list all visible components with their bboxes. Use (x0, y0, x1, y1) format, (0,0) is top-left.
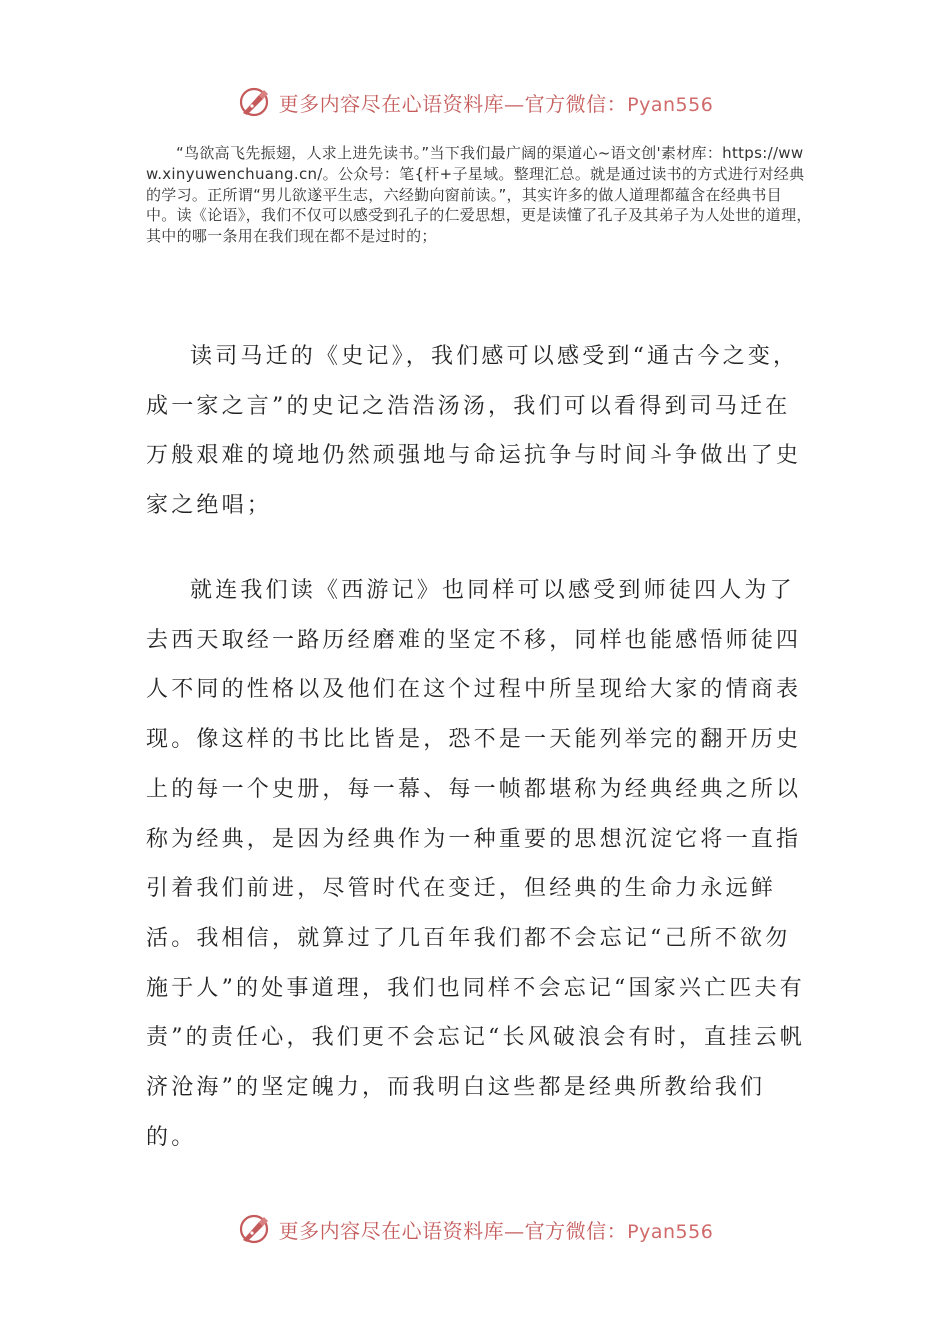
watermark-text (279, 1215, 714, 1244)
watermark-dash: — (504, 1218, 525, 1243)
watermark-wechat-label: 官方微信： (524, 91, 628, 116)
watermark-wechat-id: Pyan556 (627, 1220, 714, 1243)
watermark-dash: — (504, 91, 525, 116)
footer-watermark (0, 1209, 950, 1249)
pen-nib-icon (237, 1212, 271, 1246)
watermark-wechat-id: Pyan556 (627, 93, 714, 116)
body-paragraph-shiji: 读司马迁的《史记》，我们感可以感受到“通古今之变，成一家之言”的史记之浩浩汤汤，我们可以看得到司马迁在万般艰难的境地仍然顽强地与命运抗争与时间斗争做出了史家之绝唱； (146, 344, 802, 519)
watermark-text (279, 88, 714, 117)
watermark-main-text: 更多内容尽在心语资料库 (278, 91, 505, 116)
watermark-main-text: 更多内容尽在心语资料库 (278, 1218, 505, 1243)
pen-nib-icon (237, 85, 271, 119)
body-paragraph-xiyouji: 就连我们读《西游记》也同样可以感受到师徒四人为了去西天取经一路历经磨难的坚定不移，同样也能感悟师徒四人不同的性格以及他们在这个过程中所呈现给大家的情商表现。像这样的书比比皆是，恐不是一天能列举完的翻开历史上的每一个史册，每一幕、每一帧都堪称为经典经典之所以称为经典，是因为经典作为一种重要的思想沉淀它将一直指引着我们前进，尽管时代在变迁，但经典的生命力永远鲜活。我相信，就算过了几百年我们都不会忘记“己所不欲勿施于人”的处事道理，我们也同样不会忘记“国家兴亡匹夫有责”的责任心，我们更不会忘记“长风破浪会有时，直挂云帆济沧海”的坚定魄力，而我明白这些都是经典所教给我们的。 (146, 578, 805, 1150)
intro-paragraph: “鸟欲高飞先振翅，人求上进先读书。”当下我们最广阔的渠道心~语文创'素材库：https://www.xinyuwenchuang.cn/。公众号：笔{杆+子星域。整理汇总。就是通过读书的方式进行对经典的学习。正所谓“男儿欲遂平生志，六经勤向窗前读。”，其实许多的做人道理都蕴含在经典书目中。读《论语》，我们不仅可以感受到孔子的仁爱思想，更是读懂了孔子及其弟子为人处世的道理，其中的哪一条用在我们现在都不是过时的； (146, 144, 812, 246)
watermark-wechat-label: 官方微信： (524, 1218, 628, 1243)
header-watermark (0, 82, 950, 122)
